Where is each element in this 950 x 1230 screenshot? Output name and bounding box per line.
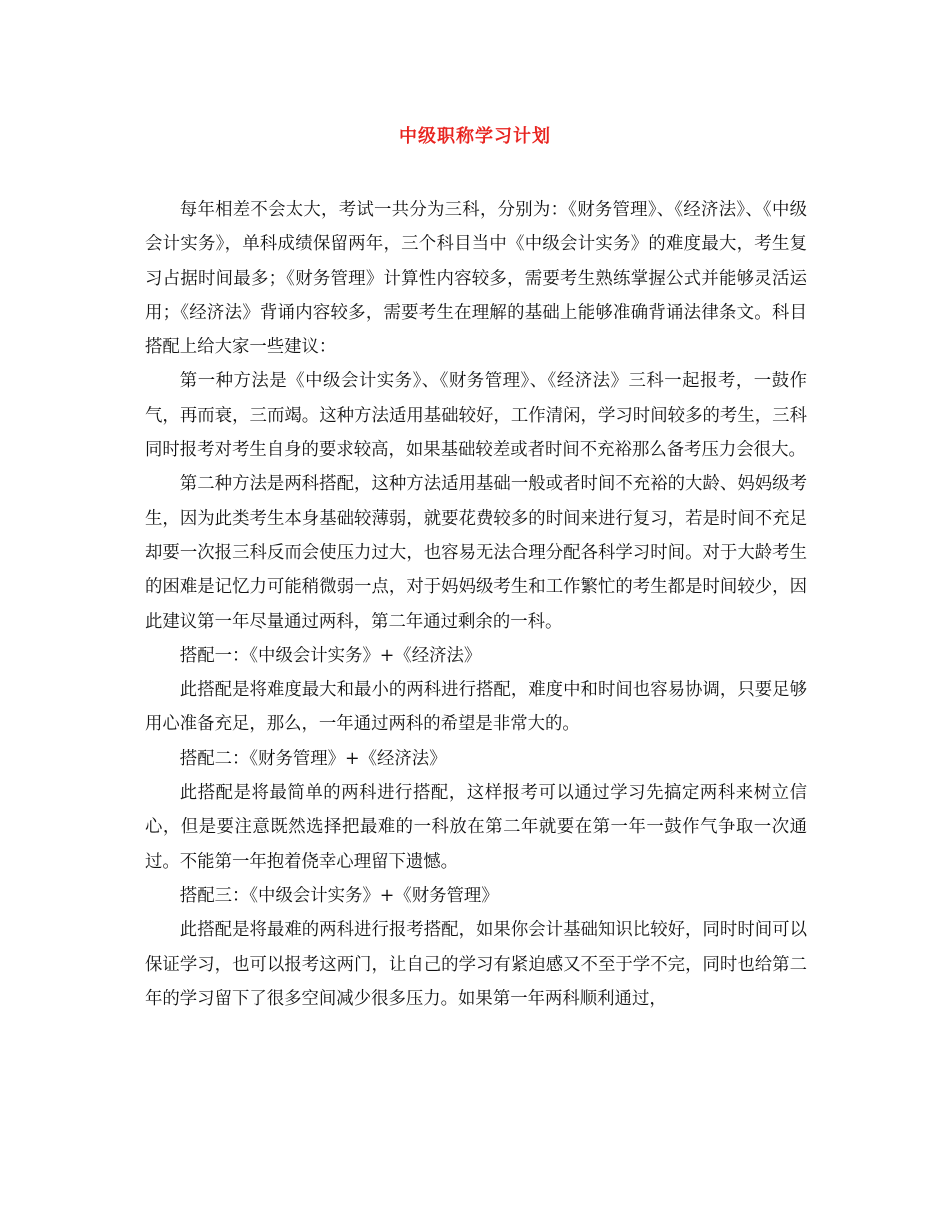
pairing-three-text: 此搭配是将最难的两科进行报考搭配，如果你会计基础知识比较好，同时时间可以保证学习，也可以报考这两门，让自己的学习有紧迫感又不至于学不完，同时也给第二年的学习留下了很多空间减少很多压力。如果第一年两科顺利通过， xyxy=(145,920,807,1009)
pairing-three-heading: 搭配三：《中级会计实务》+《财务管理》 xyxy=(179,885,499,906)
pairing-two-heading: 搭配二：《财务管理》+《经济法》 xyxy=(179,748,447,769)
document-title: 中级职称学习计划 xyxy=(399,126,551,147)
intro-paragraph: 每年相差不会太大，考试一共分为三科，分别为：《财务管理》、《经济法》、《中级会计实务》，单科成绩保留两年，三个科目当中《中级会计实务》的难度最大，考生复习占据时间最多；《财务管理》计算性内容较多，需要考生熟练掌握公式并能够灵活运用；《经济法》背诵内容较多，需要考生在理解的基础上能够准确背诵法律条文。科目搭配上给大家一些建议： xyxy=(145,200,807,358)
method-one-paragraph: 第一种方法是《中级会计实务》、《财务管理》、《经济法》三科一起报考，一鼓作气，再而衰，三而竭。这种方法适用基础较好，工作清闲，学习时间较多的考生，三科同时报考对考生自身的要求较高，如果基础较差或者时间不充裕那么备考压力会很大。 xyxy=(145,371,807,461)
pairing-one-heading: 搭配一：《中级会计实务》+《经济法》 xyxy=(179,645,482,666)
pairing-one-text: 此搭配是将难度最大和最小的两科进行搭配，难度中和时间也容易协调，只要足够用心准备充足，那么，一年通过两科的希望是非常大的。 xyxy=(145,680,807,735)
method-two-paragraph: 第二种方法是两科搭配，这种方法适用基础一般或者时间不充裕的大龄、妈妈级考生，因为此类考生本身基础较薄弱，就要花费较多的时间来进行复习，若是时间不充足却要一次报三科反而会使压力过大，也容易无法合理分配各科学习时间。对于大龄考生的困难是记忆力可能稍微弱一点，对于妈妈级考生和工作繁忙的考生都是时间较少，因此建议第一年尽量通过两科，第二年通过剩余的一科。 xyxy=(145,474,807,632)
pairing-two-text: 此搭配是将最简单的两科进行搭配，这样报考可以通过学习先搞定两科来树立信心，但是要注意既然选择把最难的一科放在第二年就要在第一年一鼓作气争取一次通过。不能第一年抱着侥幸心理留下遗憾。 xyxy=(145,783,807,872)
document-body xyxy=(145,193,807,1016)
